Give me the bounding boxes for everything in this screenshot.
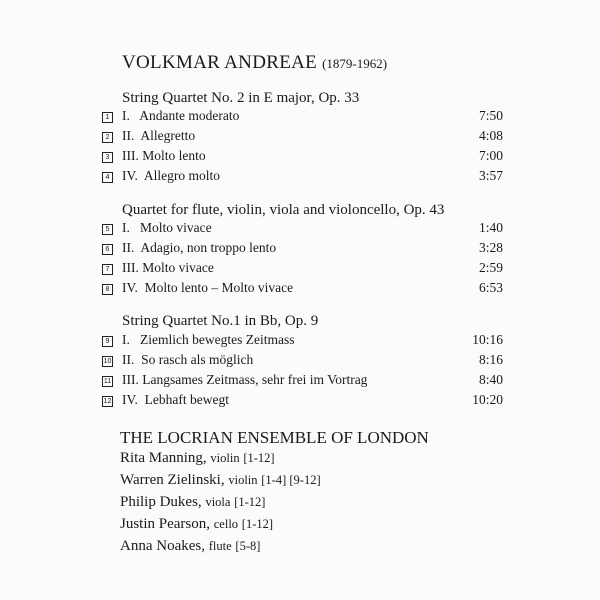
track-duration: 2:59 <box>478 260 503 275</box>
track-number: 11 <box>103 378 112 385</box>
performer-name: Anna Noakes, <box>120 538 205 554</box>
track-row <box>0 280 600 300</box>
track-row <box>0 392 600 412</box>
ensemble-name: THE LOCRIAN ENSEMBLE OF LONDON <box>120 428 429 447</box>
track-number: 12 <box>103 398 112 405</box>
performer-line <box>120 450 540 467</box>
track-duration: 3:28 <box>478 240 503 255</box>
track-row <box>0 352 600 372</box>
performer-instrument: viola <box>205 495 231 509</box>
track-row <box>0 260 600 280</box>
track-title: I. Ziemlich bewegtes Zeitmass <box>122 332 295 347</box>
performer-line <box>120 516 540 533</box>
track-title: IV. Molto lento – Molto vivace <box>122 280 294 295</box>
performer-tracks: [1-12] <box>243 451 275 465</box>
work-title: Quartet for flute, violin, viola and violoncello, Op. 43 <box>122 202 445 218</box>
track-number: 10 <box>103 358 112 365</box>
performer-name: Rita Manning, <box>120 450 207 466</box>
track-number: 6 <box>102 244 113 255</box>
track-title: III. Langsames Zeitmass, sehr frei im Vortrag <box>122 372 368 387</box>
track-duration: 1:40 <box>478 220 503 235</box>
work-title: String Quartet No. 2 in E major, Op. 33 <box>122 90 360 106</box>
track-number: 3 <box>102 152 113 163</box>
work-title: String Quartet No.1 in Bb, Op. 9 <box>122 313 319 329</box>
track-title: IV. Allegro molto <box>122 168 221 183</box>
performer-instrument: cello <box>213 517 239 531</box>
performer-tracks: [1-4] [9-12] <box>261 473 321 487</box>
performer-name: Philip Dukes, <box>120 494 202 510</box>
track-title: I. Molto vivace <box>122 220 212 235</box>
track-number: 7 <box>102 264 113 275</box>
performer-tracks: [1-12] <box>241 517 274 531</box>
track-title: II. Allegretto <box>122 128 196 143</box>
track-number: 5 <box>102 224 113 235</box>
performer-instrument: flute <box>208 539 232 553</box>
track-number: 9 <box>102 336 113 347</box>
performer-instrument: violin <box>228 473 258 487</box>
track-number: 4 <box>102 172 113 183</box>
track-title: III. Molto vivace <box>122 260 214 275</box>
performer-instrument: violin <box>210 451 240 465</box>
track-number: 1 <box>102 112 113 123</box>
performer-tracks: [5-8] <box>235 539 261 553</box>
performer-line <box>120 472 540 489</box>
track-number: 8 <box>102 284 113 295</box>
track-duration: 10:16 <box>472 332 503 347</box>
composer-heading <box>122 52 387 74</box>
track-row <box>0 240 600 260</box>
performer-tracks: [1-12] <box>234 495 266 509</box>
track-duration: 7:00 <box>478 148 503 163</box>
track-duration: 6:53 <box>478 280 503 295</box>
performer-line <box>120 538 540 555</box>
performer-line <box>120 494 540 511</box>
performer-name: Justin Pearson, <box>120 516 210 532</box>
track-title: II. So rasch als möglich <box>122 352 254 367</box>
track-number: 2 <box>102 132 113 143</box>
track-title: II. Adagio, non troppo lento <box>122 240 277 255</box>
composer-dates: (1879-1962) <box>322 56 388 71</box>
track-duration: 4:08 <box>478 128 503 143</box>
track-row <box>0 332 600 352</box>
track-row <box>0 168 600 188</box>
track-duration: 8:16 <box>478 352 503 367</box>
track-row <box>0 220 600 240</box>
composer-name: VOLKMAR ANDREAE <box>122 52 318 73</box>
track-title: III. Molto lento <box>122 148 206 163</box>
track-title: IV. Lebhaft bewegt <box>122 392 229 407</box>
performer-name: Warren Zielinski, <box>120 472 225 488</box>
track-duration: 7:50 <box>478 108 503 123</box>
track-row <box>0 108 600 128</box>
track-duration: 3:57 <box>478 168 503 183</box>
track-row <box>0 128 600 148</box>
track-row <box>0 372 600 392</box>
track-duration: 10:20 <box>472 392 503 407</box>
track-row <box>0 148 600 168</box>
track-duration: 8:40 <box>478 372 503 387</box>
track-title: I. Andante moderato <box>122 108 240 123</box>
